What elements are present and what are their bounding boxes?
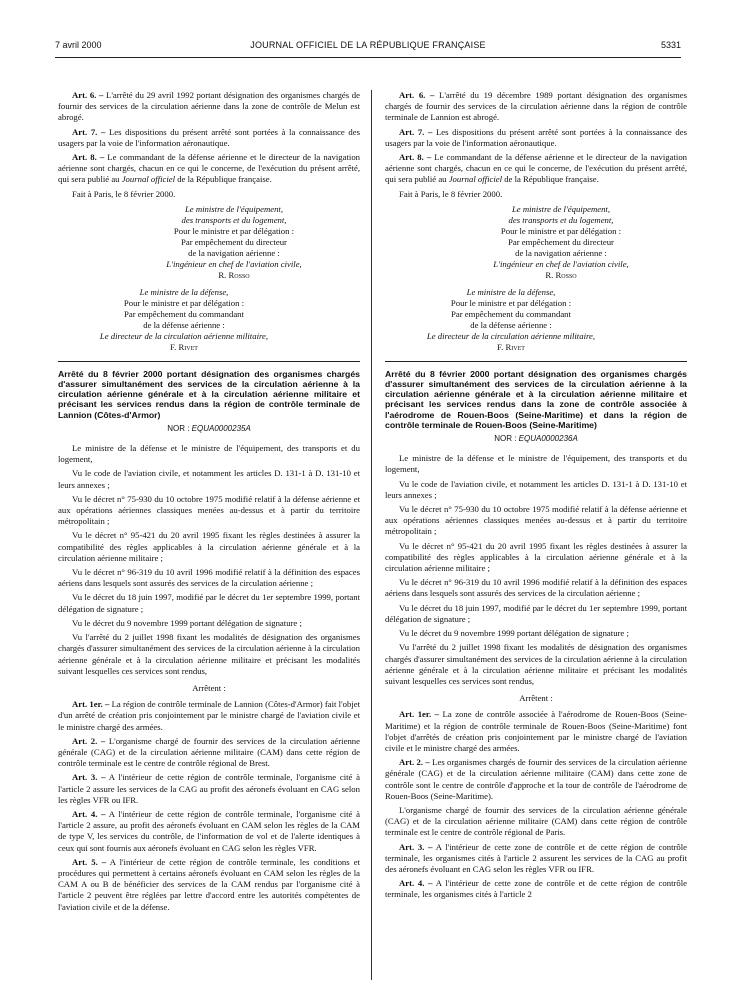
arretent-heading: Arrêtent : (192, 682, 226, 693)
sig-line: Pour le ministre et par délégation : (123, 297, 245, 308)
sig-line: Le ministre de l'équipement, (511, 203, 611, 214)
article-text: Le commandant de la défense aérienne et le directeur de la navigation aérienne sont chargés, chacun en ce qui le concerne, de l'exécution du présent arrêté, qui sera publié au (58, 152, 361, 185)
sig-line: Le ministre de la défense, (466, 286, 556, 297)
article-3 (58, 772, 360, 806)
article-label: Art. 6. – (72, 90, 104, 100)
article-5 (58, 857, 360, 913)
sig-line: de la navigation aérienne : (515, 247, 607, 258)
sig-line: Le ministre de la défense, (139, 286, 229, 297)
article-6 (385, 90, 687, 124)
article-4 (58, 809, 360, 854)
article-text-end: de la République française. (504, 174, 599, 185)
article-7 (58, 127, 360, 149)
article-label: Art. 7. – (72, 126, 106, 137)
signatory-name: R. Rosso (218, 269, 250, 280)
fait-a-paris: Fait à Paris, le 8 février 2000. (72, 188, 176, 199)
article-text: Les organismes chargés de fournir des services de la circulation aérienne générale (CAG) et de la circulation aérienne militaire (CAM) dans cette zone de contrôle sont le centre de contrôle d'approche et la tour de contrôle de l'aérodrome de Rouen-Boos (Seine-Maritime). (385, 757, 688, 801)
sig-line: Par empêchement du directeur (181, 236, 287, 247)
visa: Vu le décret n° 96-319 du 10 avril 1996 modifié relatif à la définition des espaces aériens dans lesquels sont assurés des services de la circulation aérienne ; (385, 577, 687, 599)
article-label: Art. 1er. – (399, 709, 439, 720)
sig-line: Pour le ministre et par délégation : (450, 297, 572, 308)
sig-line: L'ingénieur en chef de l'aviation civile, (493, 258, 629, 269)
article-text: L'arrêté du 29 avril 1992 portant désignation des organismes chargés de fournir des services de la circulation aérienne dans la zone de contrôle de Melun est abrogé. (58, 90, 361, 123)
sig-line: Pour le ministre et par délégation : (173, 225, 295, 236)
visa: Vu le décret n° 75-930 du 10 octobre 1975 modifié relatif à la défense aérienne et aux opérations aériennes classiques menées au-dessus et à partir du territoire métropolitain ; (385, 504, 687, 537)
visa: Vu le décret du 9 novembre 1999 portant délégation de signature ; (72, 617, 302, 628)
section-separator (58, 361, 360, 362)
visa: Vu le décret n° 95-421 du 20 avril 1995 fixant les règles destinées à assurer la compatibilité des règles applicables à la circulation aérienne générale et à la circulation aérienne militaire ; (385, 540, 687, 574)
arretent-heading: Arrêtent : (519, 693, 553, 704)
visa: Vu le décret du 9 novembre 1999 portant délégation de signature ; (399, 628, 629, 639)
signature-equipement (385, 204, 687, 281)
article-text: La zone de contrôle associée à l'aérodrome de Rouen-Boos (Seine-Maritime) et la région de contrôle terminale de Rouen-Boos (Seine-Maritime) font l'objet d'arrêtés de création pris conjointement par le ministre chargé de l'aviation civile et le ministre chargé des armées. (385, 709, 688, 753)
article-text: A l'intérieur de cette région de contrôle terminale, l'organisme cité à l'article 2 assure les services de la CAG au profit des aéronefs évoluant en CAG selon les règles VFR ou IFR. (58, 772, 360, 805)
page-header (55, 40, 681, 54)
article-label: Art. 3. – (72, 772, 106, 783)
article-label: Art. 4. – (399, 878, 433, 889)
journal-title: JOURNAL OFFICIEL DE LA RÉPUBLIQUE FRANÇAISE (250, 40, 486, 50)
preamble-intro: Le ministre de la défense et le ministre de l'équipement, des transports et du logement, (58, 443, 360, 465)
article-label: Art. 8. – (72, 152, 105, 163)
article-label: Art. 2. – (399, 757, 430, 768)
article-6 (58, 90, 360, 124)
preamble-intro: Le ministre de la défense et le ministre de l'équipement, des transports et du logement, (385, 453, 687, 475)
sig-line: Le directeur de la circulation aérienne militaire, (426, 330, 596, 341)
sig-line: Par empêchement du commandant (124, 308, 244, 319)
signature-defense (385, 287, 687, 353)
visa: Vu le décret n° 75-930 du 10 octobre 1975 modifié relatif à la défense aérienne et aux opérations aériennes classiques menées au-dessus et à partir du territoire métropolitain ; (58, 493, 360, 527)
article-7 (385, 127, 687, 149)
article-label: Art. 3. – (399, 841, 433, 852)
sig-line: des transports et du logement, (508, 214, 614, 225)
signatory-name: F. Rivet (497, 341, 525, 352)
nor-reference (385, 433, 687, 444)
sig-line: Le ministre de l'équipement, (184, 203, 284, 214)
article-label: Art. 2. – (72, 735, 106, 746)
article-2 (385, 757, 687, 802)
sig-line: Par empêchement du directeur (508, 236, 614, 247)
article-text: A l'intérieur de cette région de contrôle terminale, les conditions et procédures qui permettent à certains aéronefs évoluant en CAM selon les règles de la CAM A ou B de bénéficier des services de la CAM rendus par l'organisme cité à l'article 2 peuvent être réglées par lettre d'accord entre les autorités compétentes de l'aviation civile et de la défense. (58, 856, 360, 912)
article-1 (58, 699, 360, 733)
signature-defense (58, 287, 360, 353)
article-text: Les dispositions du présent arrêté sont portées à la connaissance des usagers par la voie de l'information aéronautique. (385, 126, 687, 148)
arrete-title: Arrêté du 8 février 2000 portant désignation des organismes chargés d'assurer simultanément des services de la circulation aérienne à la circulation aérienne générale et à la circulation aérienne militaire et précisant les services rendus dans la région de contrôle terminale de Lannion (Côtes-d'Armor) (58, 368, 360, 420)
left-column (58, 90, 360, 916)
column-divider (371, 90, 372, 980)
article-text: L'organisme chargé de fournir des services de la circulation aérienne générale (CAG) et de la circulation aérienne militaire (CAM) dans cette région de contrôle terminale est le centre de contrôle régional de Brest. (58, 735, 360, 769)
article-text: A l'intérieur de cette région de contrôle terminale, l'organisme cité à l'article 2 assure, au profit des aéronefs évoluant en CAM selon les règles de la CAM de type V, les services du contrôle, de l'information de vol et de l'alerte identiques à ceux qui sont fournis aux aéronefs évoluant en CAG selon les règles VFR. (58, 808, 360, 853)
signatory-name: F. Rivet (170, 341, 198, 352)
article-label: Art. 5. – (72, 856, 107, 867)
visa: Vu le code de l'aviation civile, et notamment les articles D. 131-1 à D. 131-10 et leurs annexes ; (385, 478, 687, 500)
signatory-name: R. Rosso (545, 269, 577, 280)
header-date: 7 avril 2000 (55, 40, 102, 50)
article-text: Le commandant de la défense aérienne et le directeur de la navigation aérienne sont chargés, chacun en ce qui le concerne, de l'exécution du présent arrêté, qui sera publié au (385, 152, 688, 185)
article-text: Les dispositions du présent arrêté sont portées à la connaissance des usagers par la voie de l'information aéronautique. (58, 126, 360, 148)
visa: Vu le décret n° 95-421 du 20 avril 1995 fixant les règles destinées à assurer la compatibilité des règles applicables à la circulation aérienne générale et à la circulation aérienne militaire ; (58, 530, 360, 563)
sig-line: de la défense aérienne : (143, 319, 225, 330)
visa: Vu l'arrêté du 2 juillet 1998 fixant les modalités de désignation des organismes chargés d'assurer simultanément des services de la circulation aérienne à la circulation aérienne générale et à la circulation aérienne militaire et précisant les modalités suivant lesquelles ces services sont rendus, (58, 632, 360, 676)
article-text: La région de contrôle terminale de Lannion (Côtes-d'Armor) fait l'objet d'un arrêté de création pris conjointement par le ministre chargé de l'aviation civile et le ministre chargé des armées. (58, 699, 361, 732)
sig-line: des transports et du logement, (181, 214, 287, 225)
article-label: Art. 7. – (399, 126, 433, 137)
fait-a-paris: Fait à Paris, le 8 février 2000. (399, 188, 503, 199)
nor-reference (58, 423, 360, 434)
nor-code: EQUA0000236A (518, 434, 578, 444)
article-label: Art. 1er. – (72, 699, 110, 710)
article-2 (58, 736, 360, 770)
header-rule (55, 57, 681, 58)
article-text: A l'intérieur de cette zone de contrôle et de cette région de contrôle terminale, les organismes cités à l'article 2 assurent les services de la CAG au profit des aéronefs évoluant en CAG selon les règles VFR ou IFR. (385, 841, 687, 874)
article-3 (385, 842, 687, 876)
sig-line: de la navigation aérienne : (188, 247, 280, 258)
journal-officiel-ref: Journal officiel (121, 174, 176, 185)
article-text: A l'intérieur de cette zone de contrôle et de cette région de contrôle terminale, les organismes cités à l'article 2 (385, 878, 687, 900)
nor-code: EQUA0000235A (191, 423, 251, 433)
sig-line: Le directeur de la circulation aérienne militaire, (99, 330, 269, 341)
signature-equipement (58, 204, 360, 281)
article-label: Art. 4. – (72, 808, 106, 819)
article-2-para-2: L'organisme chargé de fournir des services de la circulation aérienne générale (CAG) et de la circulation aérienne militaire (CAM) dans cette région de contrôle terminale est le centre de contrôle régional de Paris. (385, 804, 687, 838)
article-text-end: de la République française. (177, 174, 272, 185)
arrete-title: Arrêté du 8 février 2000 portant désignation des organismes chargés d'assurer simultanément des services de la circulation aérienne à la circulation aérienne générale et à la circulation aérienne militaire et précisant les services rendus dans la zone de contrôle associée à l'aérodrome de Rouen-Boos (Seine-Maritime) et dans la région de contrôle terminale de Rouen-Boos (Seine-Maritime) (385, 368, 687, 430)
right-column (385, 90, 687, 904)
article-label: Art. 8. – (399, 152, 432, 163)
article-4 (385, 878, 687, 900)
nor-label: NOR : (167, 423, 190, 433)
article-8 (385, 152, 687, 186)
article-8 (58, 152, 360, 186)
article-1 (385, 709, 687, 754)
visa: Vu le code de l'aviation civile, et notamment les articles D. 131-1 à D. 131-10 et leurs annexes ; (58, 468, 360, 490)
sig-line: L'ingénieur en chef de l'aviation civile, (166, 258, 302, 269)
sig-line: Par empêchement du commandant (451, 308, 571, 319)
article-label: Art. 6. – (399, 90, 435, 100)
visa: Vu le décret n° 96-319 du 10 avril 1996 modifié relatif à la définition des espaces aériens dans lesquels sont assurés des services de la circulation aérienne ; (58, 567, 360, 589)
journal-officiel-ref: Journal officiel (448, 174, 503, 185)
sig-line: de la défense aérienne : (470, 319, 552, 330)
sig-line: Pour le ministre et par délégation : (500, 225, 622, 236)
nor-label: NOR : (494, 434, 517, 444)
section-separator (385, 361, 687, 362)
article-text: L'arrêté du 19 décembre 1989 portant désignation des organismes chargés de fournir des services de la circulation aérienne dans la région de contrôle terminale de Lannion est abrogé. (385, 90, 688, 123)
visa: Vu l'arrêté du 2 juillet 1998 fixant les modalités de désignation des organismes chargés d'assurer simultanément des services de la circulation aérienne à la circulation aérienne générale et à la circulation aérienne militaire et précisant les modalités suivant lesquelles ces services sont rendus, (385, 642, 687, 686)
visa: Vu le décret du 18 juin 1997, modifié par le décret du 1er septembre 1999, portant délégation de signature ; (58, 592, 360, 614)
page-number: 5331 (660, 40, 681, 50)
visa: Vu le décret du 18 juin 1997, modifié par le décret du 1er septembre 1999, portant délégation de signature ; (385, 602, 687, 624)
